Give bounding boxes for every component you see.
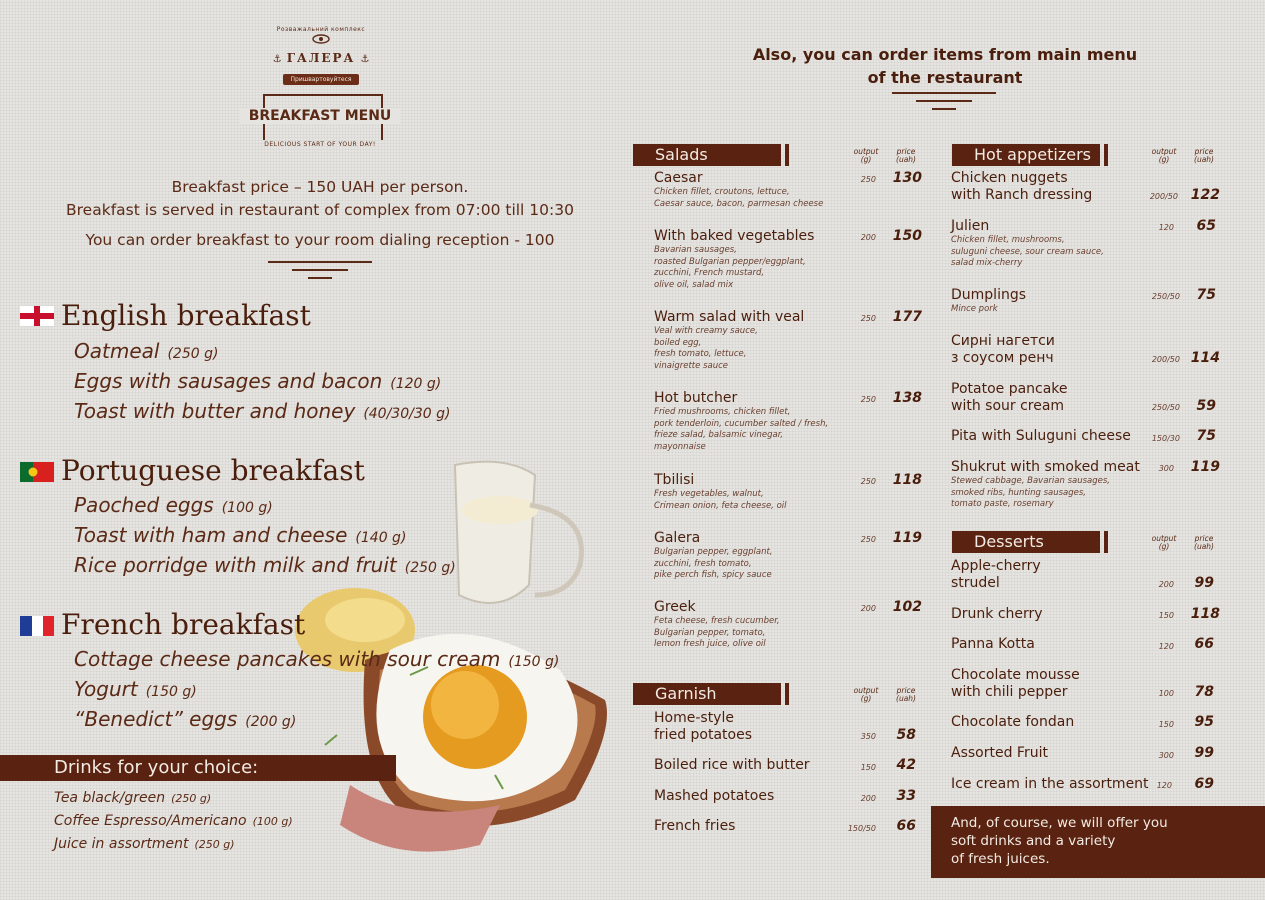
eye-icon [262, 33, 380, 47]
logo-name: ГАЛЕРА [286, 51, 356, 65]
price-value: 66 [896, 818, 916, 834]
menu-item: Potatoe pancake with sour cream [951, 381, 1068, 414]
price-value: 99 [1194, 745, 1214, 761]
output-value: 200 [860, 604, 876, 613]
english-breakfast-title: English breakfast [61, 299, 311, 332]
logo-arc-text: Розважальний комплекс [276, 26, 366, 33]
menu-item: Pita with Suluguni cheese [951, 428, 1131, 444]
output-value: 300 [1158, 464, 1174, 473]
garnish-header: Garnish [633, 683, 781, 705]
price-value: 42 [896, 757, 916, 773]
price-value: 66 [1194, 636, 1214, 652]
menu-item: Hot butcher Fried mushrooms, chicken fillet, pork tenderloin, cucumber salted / fresh, frieze salad, balsamic vinegar, mayonnaise [654, 390, 829, 452]
menu-item: Dumplings Mince pork [951, 287, 1027, 314]
anchor-icon: ⚓ [272, 54, 282, 65]
output-value: 250/50 [1151, 403, 1180, 412]
desserts-header: Desserts [952, 531, 1100, 553]
restaurant-logo [262, 26, 380, 85]
price-value: 95 [1194, 714, 1214, 730]
output-value: 200 [1158, 580, 1174, 589]
menu-item: Julien Chicken fillet, mushrooms, suluguni cheese, sour cream sauce, salad mix-cherry [951, 218, 1104, 268]
menu-item: Drunk cherry [951, 606, 1043, 622]
logo-ribbon: Пришвартовуйтеся [283, 74, 360, 85]
output-value: 120 [1156, 781, 1172, 790]
list-item: Cottage cheese pancakes with sour cream (150 g) [74, 647, 560, 671]
output-value: 250 [860, 535, 876, 544]
menu-item: Greek Feta cheese, fresh cucumber, Bulgarian pepper, tomato, lemon fresh juice, olive oil [654, 599, 780, 649]
hot-appetizers-header: Hot appetizers [952, 144, 1100, 166]
menu-item: Warm salad with veal Veal with creamy sauce, boiled egg, fresh tomato, lettuce, vinaigrette sauce [654, 309, 805, 371]
room-service-info: You can order breakfast to your room dialing reception - 100 [85, 231, 555, 249]
menu-title: BREAKFAST MENU [240, 108, 400, 124]
list-item: Yogurt (150 g) [74, 677, 197, 701]
menu-item: Ice cream in the assortment [951, 776, 1149, 792]
price-value: 65 [1196, 218, 1216, 234]
price-column-header: price (uah) [896, 686, 916, 703]
price-value: 119 [892, 530, 922, 546]
output-value: 100 [1158, 689, 1174, 698]
list-item: Coffee Espresso/Americano (100 g) [54, 813, 293, 829]
price-column-header: price (uah) [1194, 534, 1214, 551]
list-item: Oatmeal (250 g) [74, 339, 219, 363]
price-value: 75 [1196, 428, 1216, 444]
menu-item: Tbilisi Fresh vegetables, walnut, Crimean onion, feta cheese, oil [654, 472, 787, 511]
output-value: 150 [1158, 720, 1174, 729]
menu-item: Chicken nuggets with Ranch dressing [951, 170, 1093, 203]
price-value: 118 [892, 472, 922, 488]
anchor-icon: ⚓ [360, 54, 370, 65]
price-value: 58 [896, 727, 916, 743]
menu-item: Chocolate fondan [951, 714, 1075, 730]
portugal-flag-icon [20, 462, 54, 486]
portuguese-breakfast-title: Portuguese breakfast [61, 454, 365, 487]
also-note-line2: of the restaurant [867, 68, 1023, 87]
price-column-header: price (uah) [896, 147, 916, 164]
price-value: 119 [1190, 459, 1220, 475]
price-value: 177 [892, 309, 922, 325]
output-value: 300 [1158, 751, 1174, 760]
menu-item: Shukrut with smoked meat Stewed cabbage, Bavarian sausages, smoked ribs, hunting sausages, tomato paste, rosemary [951, 459, 1140, 509]
list-item: Juice in assortment (250 g) [54, 836, 235, 852]
menu-subtitle: DELICIOUS START OF YOUR DAY! [264, 141, 376, 148]
output-value: 350 [860, 732, 876, 741]
output-value: 200 [860, 794, 876, 803]
price-value: 78 [1194, 684, 1214, 700]
menu-item: Galera Bulgarian pepper, eggplant, zucchini, fresh tomato, pike perch fish, spicy sauce [654, 530, 773, 580]
menu-item: Caesar Chicken fillet, croutons, lettuce, Caesar sauce, bacon, parmesan cheese [654, 170, 824, 209]
list-item: “Benedict” eggs (200 g) [74, 707, 297, 731]
list-item: Toast with butter and honey (40/30/30 g) [74, 399, 451, 423]
output-value: 250 [860, 314, 876, 323]
output-value: 250 [860, 477, 876, 486]
output-value: 120 [1158, 223, 1174, 232]
price-value: 138 [892, 390, 922, 406]
menu-item: Panna Kotta [951, 636, 1035, 652]
price-value: 130 [892, 170, 922, 186]
output-value: 250 [860, 395, 876, 404]
output-column-header: output (g) [1151, 147, 1177, 164]
output-value: 150/30 [1151, 434, 1180, 443]
price-value: 99 [1194, 575, 1214, 591]
drinks-note: And, of course, we will offer you soft drinks and a variety of fresh juices. [931, 806, 1265, 878]
output-column-header: output (g) [853, 686, 879, 703]
menu-item: Home-style fried potatoes [654, 710, 753, 743]
salads-header: Salads [633, 144, 781, 166]
output-value: 200 [860, 233, 876, 242]
price-value: 114 [1190, 350, 1220, 366]
menu-item: With baked vegetables Bavarian sausages, roasted Bulgarian pepper/eggplant, zucchini, French mustard, olive oil, salad mix [654, 228, 815, 290]
output-value: 150 [860, 763, 876, 772]
hours-info: Breakfast is served in restaurant of complex from 07:00 till 10:30 [66, 201, 574, 219]
price-value: 150 [892, 228, 922, 244]
output-value: 250/50 [1151, 292, 1180, 301]
price-value: 75 [1196, 287, 1216, 303]
menu-item: French fries [654, 818, 736, 834]
list-item: Paoched eggs (100 g) [74, 493, 273, 517]
price-column-header: price (uah) [1194, 147, 1214, 164]
price-value: 102 [892, 599, 922, 615]
output-value: 150/50 [847, 824, 876, 833]
price-value: 118 [1190, 606, 1220, 622]
france-flag-icon [20, 616, 54, 640]
list-item: Rice porridge with milk and fruit (250 g) [74, 553, 456, 577]
output-value: 120 [1158, 642, 1174, 651]
menu-item: Сирні нагетси з соусом ренч [951, 333, 1055, 366]
price-value: 122 [1190, 187, 1220, 203]
output-column-header: output (g) [1151, 534, 1177, 551]
menu-item: Apple-cherry strudel [951, 558, 1041, 591]
list-item: Tea black/green (250 g) [54, 790, 212, 806]
price-value: 33 [896, 788, 916, 804]
price-info: Breakfast price – 150 UAH per person. [171, 178, 469, 196]
menu-item: Boiled rice with butter [654, 757, 810, 773]
output-column-header: output (g) [853, 147, 879, 164]
output-value: 200/50 [1151, 355, 1180, 364]
drinks-title: Drinks for your choice: [0, 755, 396, 781]
england-flag-icon [20, 306, 54, 330]
price-value: 69 [1194, 776, 1214, 792]
menu-item: Assorted Fruit [951, 745, 1048, 761]
list-item: Toast with ham and cheese (140 g) [74, 523, 407, 547]
list-item: Eggs with sausages and bacon (120 g) [74, 369, 442, 393]
output-value: 150 [1158, 611, 1174, 620]
menu-item: Mashed potatoes [654, 788, 775, 804]
output-value: 200/50 [1149, 192, 1178, 201]
menu-item: Chocolate mousse with chili pepper [951, 667, 1080, 700]
french-breakfast-title: French breakfast [61, 608, 306, 641]
also-note-line1: Also, you can order items from main menu [752, 45, 1138, 64]
price-value: 59 [1196, 398, 1216, 414]
output-value: 250 [860, 175, 876, 184]
